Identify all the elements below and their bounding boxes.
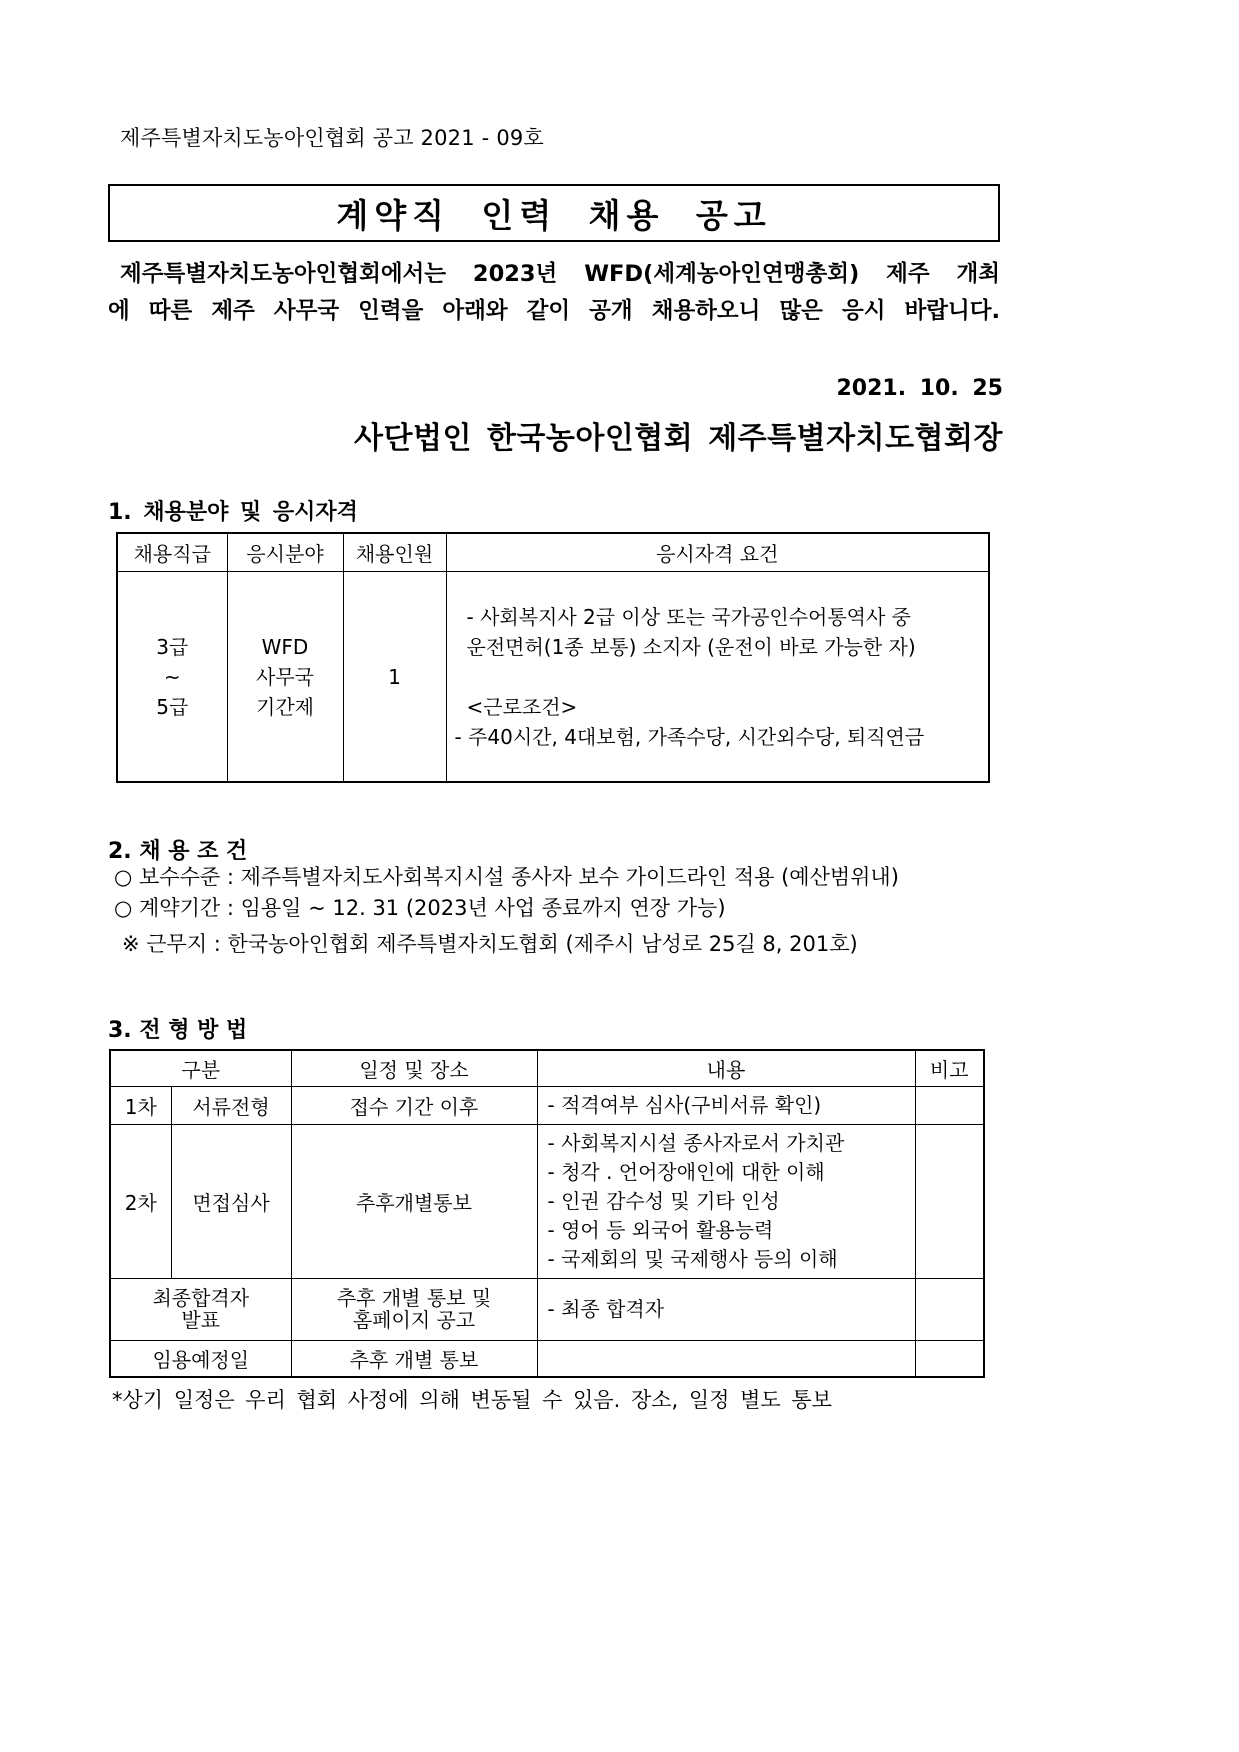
grade-line: 5급 bbox=[156, 694, 189, 719]
schedule-cell bbox=[291, 1278, 537, 1340]
schedule-line: 추후 개별 통보 및 bbox=[336, 1286, 492, 1310]
table-row bbox=[110, 1086, 984, 1124]
condition-item-period: ○ 계약기간 : 임용일 ~ 12. 31 (2023년 사업 종료까지 연장 가능) bbox=[114, 896, 726, 920]
grade-cell bbox=[117, 572, 227, 783]
requirement-line: - 사회복지사 2급 이상 또는 국가공인수어통역사 중 bbox=[466, 604, 911, 629]
count-cell: 1 bbox=[343, 572, 446, 783]
field-line: WFD bbox=[261, 634, 309, 659]
workplace-note: ※ 근무지 : 한국농아인협회 제주특별자치도협회 (제주시 남성로 25길 8, 201호) bbox=[122, 932, 858, 956]
condition-item-salary: ○ 보수수준 : 제주특별자치도사회복지시설 종사자 보수 가이드라인 적용 (예산범위내) bbox=[114, 865, 899, 889]
conditions-title: <근로조건> bbox=[466, 694, 578, 719]
remarks-cell bbox=[915, 1340, 984, 1377]
content-cell: - 적격여부 심사(구비서류 확인) bbox=[537, 1086, 915, 1124]
requirements-cell bbox=[446, 572, 989, 783]
section2-heading: 2. 채 용 조 건 bbox=[108, 839, 248, 864]
field-cell bbox=[227, 572, 343, 783]
requirement-line: 운전면허(1종 보통) 소지자 (운전이 바로 가능한 자) bbox=[466, 634, 916, 659]
conditions-line: - 주40시간, 4대보험, 가족수당, 시간외수당, 퇴직연금 bbox=[454, 724, 925, 749]
content-cell: - 최종 합격자 bbox=[537, 1278, 915, 1340]
intro-line-1: 제주특별자치도농아인협회에서는 2023년 WFD(세계농아인연맹총회) 제주 개최 bbox=[120, 261, 1000, 287]
schedule-cell: 접수 기간 이후 bbox=[291, 1086, 537, 1124]
header-category: 구분 bbox=[110, 1050, 291, 1086]
header-count: 채용인원 bbox=[343, 533, 446, 572]
content-cell bbox=[537, 1340, 915, 1377]
header-field: 응시분야 bbox=[227, 533, 343, 572]
stage-cell: 1차 bbox=[110, 1086, 171, 1124]
interview-criterion: - 국제회의 및 국제행사 등의 이해 bbox=[547, 1246, 838, 1271]
grade-line: 3급 bbox=[156, 634, 189, 659]
interview-criterion: - 청각 . 언어장애인에 대한 이해 bbox=[547, 1159, 825, 1184]
notice-date: 2021. 10. 25 bbox=[836, 376, 1003, 401]
notice-number: 제주특별자치도농아인협회 공고 2021 - 09호 bbox=[120, 126, 544, 150]
header-schedule: 일정 및 장소 bbox=[291, 1050, 537, 1086]
type-line: 최종합격자 bbox=[152, 1286, 250, 1310]
type-cell bbox=[110, 1278, 291, 1340]
interview-criterion: - 인권 감수성 및 기타 인성 bbox=[547, 1188, 780, 1213]
schedule-cell: 추후 개별 통보 bbox=[291, 1340, 537, 1377]
organization-signature: 사단법인 한국농아인협회 제주특별자치도협회장 bbox=[354, 421, 1003, 456]
type-cell: 면접심사 bbox=[171, 1124, 291, 1278]
section1-heading: 1. 채용분야 및 응시자격 bbox=[108, 500, 358, 525]
intro-paragraph bbox=[108, 256, 1000, 330]
stage-cell: 2차 bbox=[110, 1124, 171, 1278]
interview-criterion: - 사회복지시설 종사자로서 가치관 bbox=[547, 1130, 845, 1155]
qualification-table bbox=[116, 532, 990, 783]
remarks-cell bbox=[915, 1124, 984, 1278]
type-cell: 서류전형 bbox=[171, 1086, 291, 1124]
field-line: 기간제 bbox=[256, 694, 314, 719]
table-row bbox=[110, 1278, 984, 1340]
type-line: 발표 bbox=[181, 1308, 221, 1332]
remarks-cell bbox=[915, 1086, 984, 1124]
title-box bbox=[108, 184, 1000, 242]
selection-process-table bbox=[109, 1049, 985, 1378]
header-content: 내용 bbox=[537, 1050, 915, 1086]
field-line: 사무국 bbox=[256, 664, 314, 689]
type-cell: 임용예정일 bbox=[110, 1340, 291, 1377]
table-row bbox=[110, 1124, 984, 1278]
page-title: 계약직 인력 채용 공고 bbox=[336, 195, 772, 235]
content-cell bbox=[537, 1124, 915, 1278]
header-grade: 채용직급 bbox=[117, 533, 227, 572]
interview-criterion: - 영어 등 외국어 활용능력 bbox=[547, 1217, 774, 1242]
remarks-cell bbox=[915, 1278, 984, 1340]
schedule-footnote: *상기 일정은 우리 협회 사정에 의해 변동될 수 있음. 장소, 일정 별도 통보 bbox=[112, 1388, 832, 1412]
header-requirements: 응시자격 요건 bbox=[446, 533, 989, 572]
section3-heading: 3. 전 형 방 법 bbox=[108, 1018, 248, 1043]
intro-line-2: 에 따른 제주 사무국 인력을 아래와 같이 공개 채용하오니 많은 응시 바랍니다. bbox=[108, 298, 1000, 324]
grade-line: ~ bbox=[163, 664, 181, 689]
table-row bbox=[110, 1340, 984, 1377]
schedule-line: 홈페이지 공고 bbox=[352, 1308, 476, 1332]
header-remarks: 비고 bbox=[915, 1050, 984, 1086]
schedule-cell: 추후개별통보 bbox=[291, 1124, 537, 1278]
